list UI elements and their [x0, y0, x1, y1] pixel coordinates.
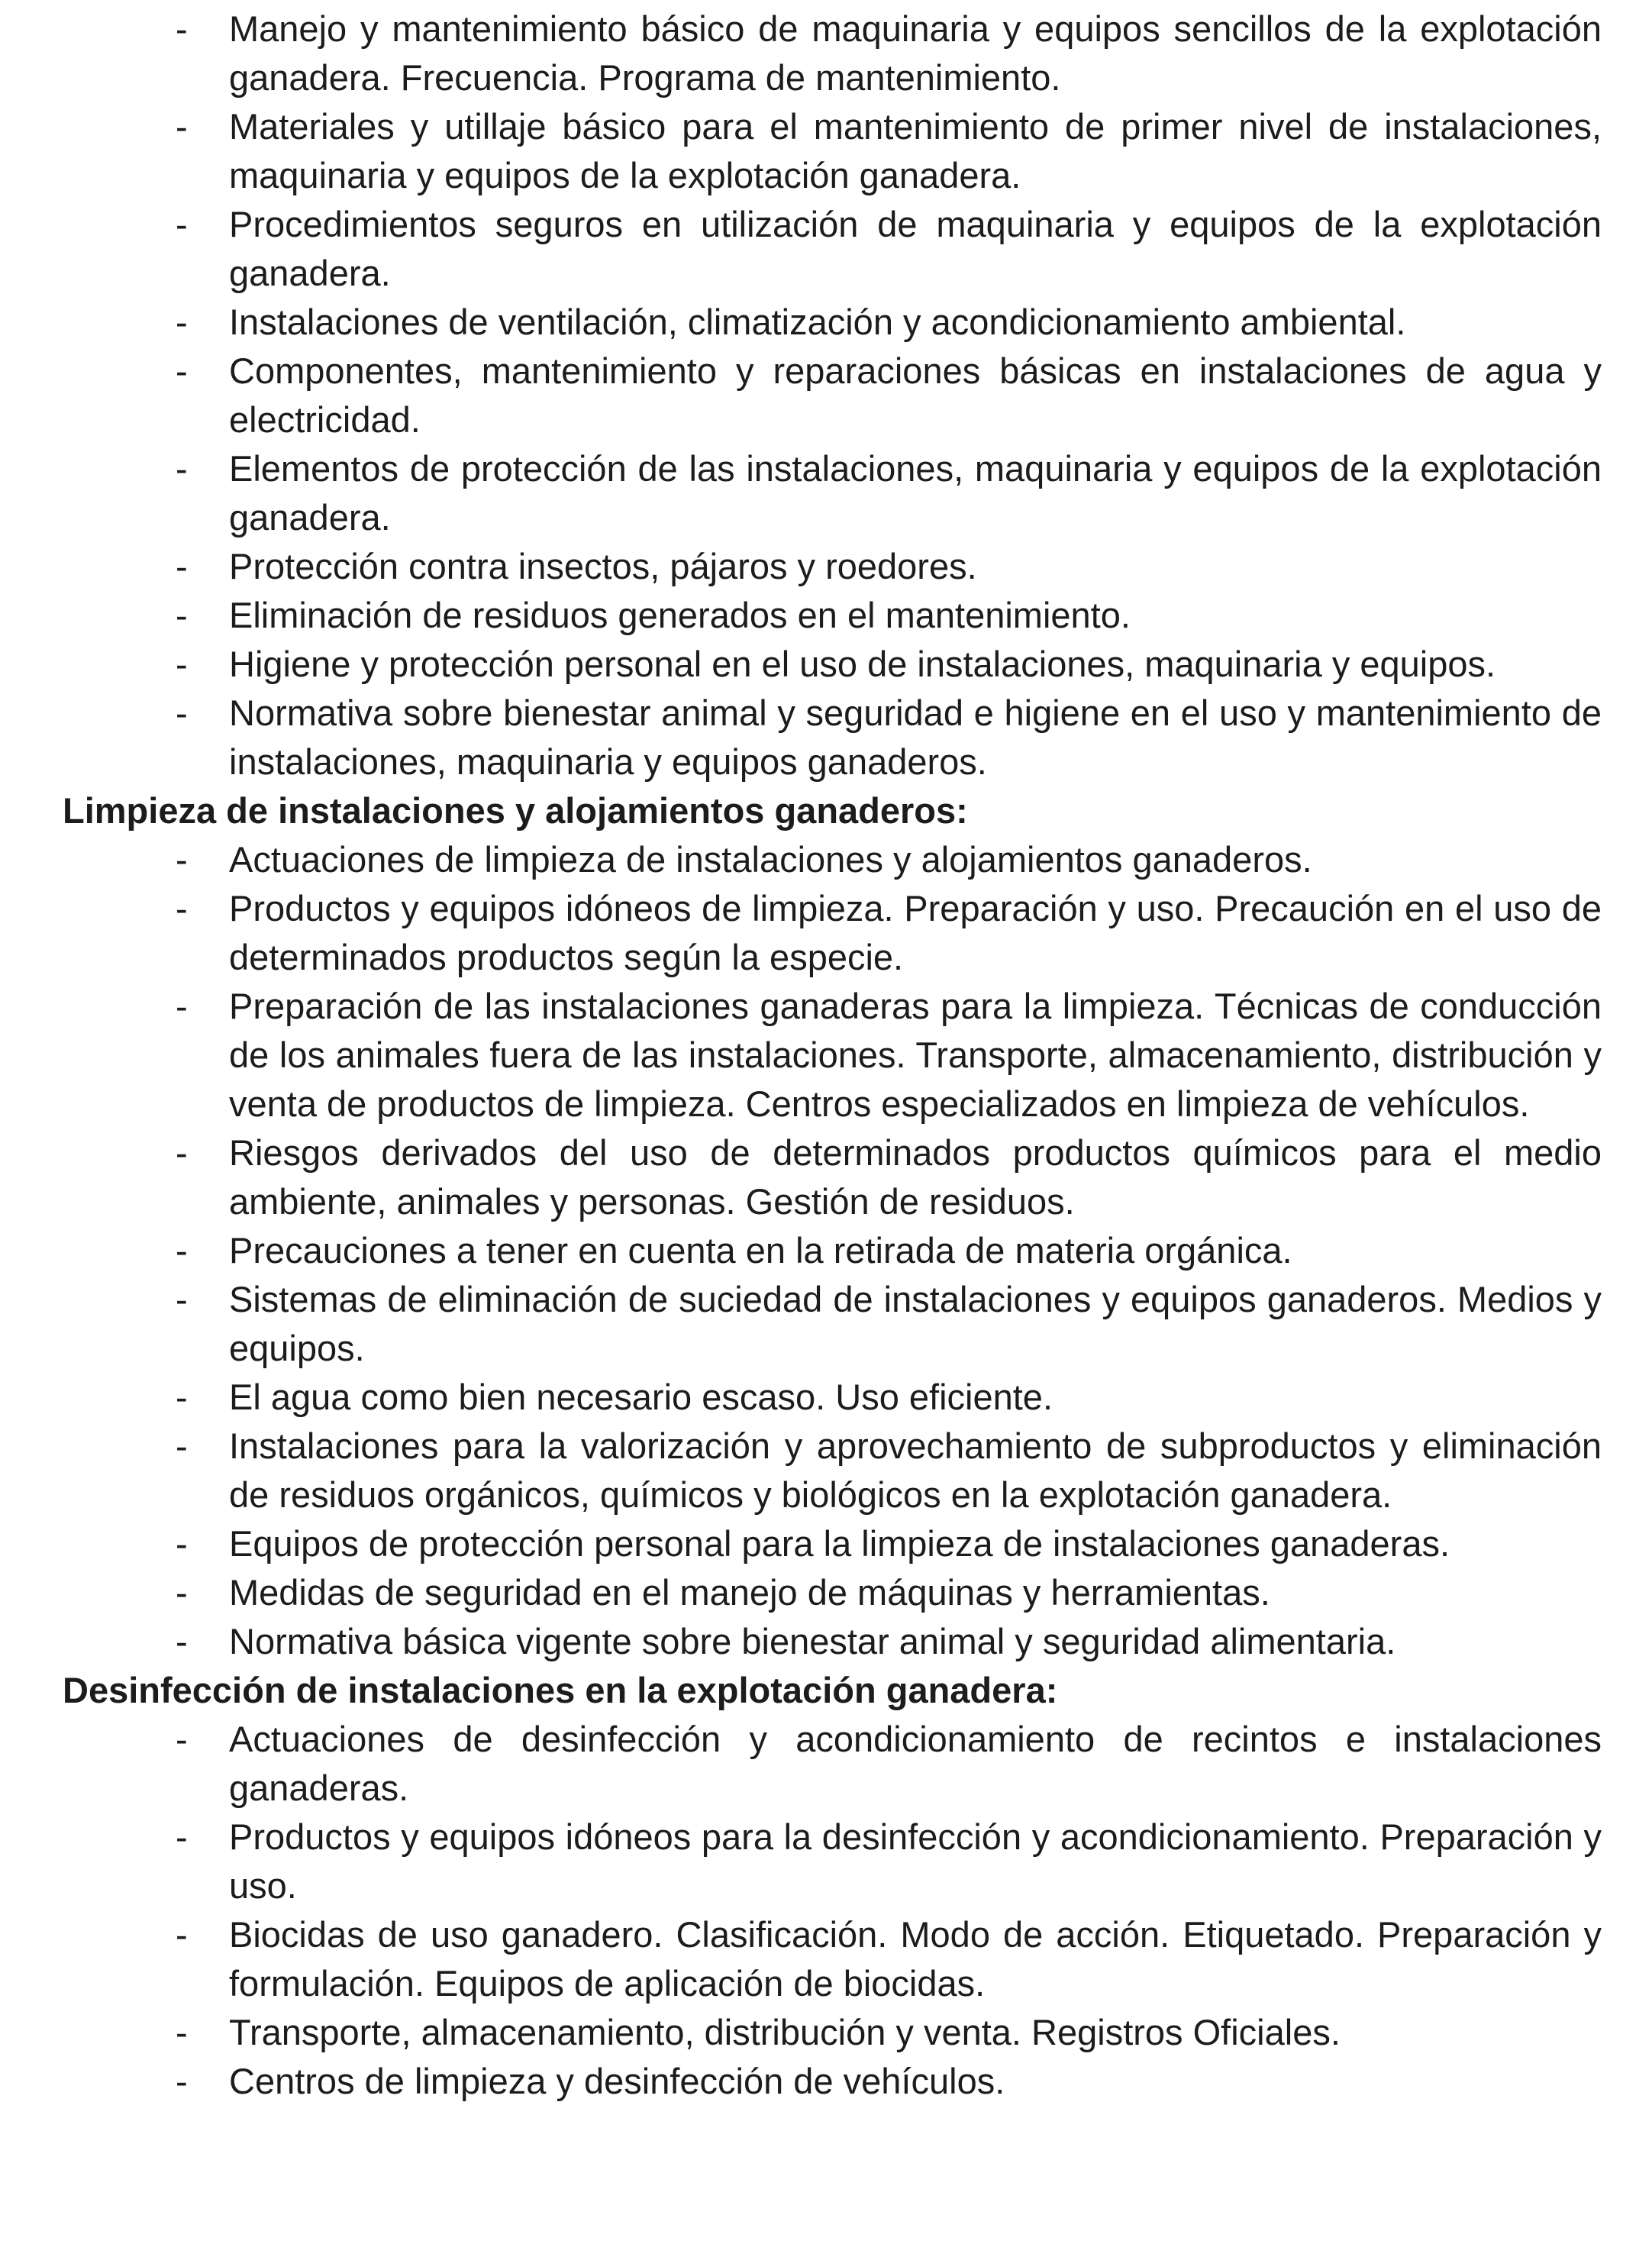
list-item [63, 1910, 1602, 2008]
list-item [63, 1275, 1602, 1373]
list-item-text: Protección contra insectos, pájaros y roedores. [229, 546, 977, 586]
list-item-text: Transporte, almacenamiento, distribución y venta. Registros Oficiales. [229, 2012, 1341, 2052]
list-item-text: Manejo y mantenimiento básico de maquinaria y equipos sencillos de la explotación ganadera. Frecuencia. Programa de mantenimiento. [229, 8, 1602, 98]
bullet-dash: - [176, 1621, 188, 1661]
list-item [63, 1128, 1602, 1226]
list-item [63, 689, 1602, 786]
list-item [63, 200, 1602, 298]
bullet-dash: - [176, 302, 188, 342]
list-item-text: Centros de limpieza y desinfección de vehículos. [229, 2061, 1005, 2101]
bullet-dash: - [176, 1279, 188, 1319]
bullet-dash: - [176, 448, 188, 489]
bullet-dash: - [176, 2061, 188, 2101]
list-item-text: Componentes, mantenimiento y reparaciones básicas en instalaciones de agua y electricidad. [229, 350, 1602, 440]
list-item-text: Medidas de seguridad en el manejo de máquinas y herramientas. [229, 1572, 1270, 1613]
bullet-dash: - [176, 1914, 188, 1955]
document-content [63, 5, 1602, 2106]
list-item [63, 5, 1602, 102]
list-item-text: Instalaciones de ventilación, climatización y acondicionamiento ambiental. [229, 302, 1406, 342]
list-item-text: Productos y equipos idóneos para la desinfección y acondicionamiento. Preparación y uso. [229, 1816, 1602, 1906]
bullet-dash: - [176, 693, 188, 733]
list-item-text: Sistemas de eliminación de suciedad de instalaciones y equipos ganaderos. Medios y equipos. [229, 1279, 1602, 1368]
list-item-text: Materiales y utillaje básico para el mantenimiento de primer nivel de instalaciones, maquinaria y equipos de la explotación ganadera. [229, 106, 1602, 195]
bullet-dash: - [176, 986, 188, 1026]
list-item [63, 298, 1602, 347]
bullet-dash: - [176, 1523, 188, 1564]
list-item-text: El agua como bien necesario escaso. Uso eficiente. [229, 1377, 1053, 1417]
list-item-text: Procedimientos seguros en utilización de maquinaria y equipos de la explotación ganadera. [229, 204, 1602, 293]
list-item-text: Biocidas de uso ganadero. Clasificación. Modo de acción. Etiquetado. Preparación y formulación. Equipos de aplicación de biocidas. [229, 1914, 1602, 2004]
bullet-dash: - [176, 546, 188, 586]
bullet-dash: - [176, 350, 188, 391]
bullet-dash: - [176, 204, 188, 244]
section-heading: Desinfección de instalaciones en la explotación ganadera: [63, 1670, 1058, 1710]
bullet-dash: - [176, 1132, 188, 1173]
list-item [63, 2008, 1602, 2057]
list-item [63, 1422, 1602, 1519]
bullet-dash: - [176, 595, 188, 635]
list-item [63, 102, 1602, 200]
list-item [63, 444, 1602, 542]
list-item-text: Normativa básica vigente sobre bienestar animal y seguridad alimentaria. [229, 1621, 1396, 1661]
list-item [63, 640, 1602, 689]
list-item [63, 1568, 1602, 1617]
list-item [63, 1813, 1602, 1910]
bullet-dash: - [176, 839, 188, 880]
list-item [63, 1715, 1602, 1813]
list-item-text: Higiene y protección personal en el uso de instalaciones, maquinaria y equipos. [229, 644, 1496, 684]
list-item [63, 1519, 1602, 1568]
list-item-text: Productos y equipos idóneos de limpieza. Preparación y uso. Precaución en el uso de determinados productos según la especie. [229, 888, 1602, 977]
list-item [63, 835, 1602, 884]
list-item [63, 982, 1602, 1128]
list-item [63, 591, 1602, 640]
section-heading: Limpieza de instalaciones y alojamientos ganaderos: [63, 790, 968, 831]
list-item-text: Precauciones a tener en cuenta en la retirada de materia orgánica. [229, 1230, 1292, 1271]
bullet-dash: - [176, 1719, 188, 1759]
list-item-text: Actuaciones de desinfección y acondicionamiento de recintos e instalaciones ganaderas. [229, 1719, 1602, 1808]
list-item-text: Actuaciones de limpieza de instalaciones y alojamientos ganaderos. [229, 839, 1312, 880]
list-item-text: Riesgos derivados del uso de determinados productos químicos para el medio ambiente, animales y personas. Gestión de residuos. [229, 1132, 1602, 1222]
list-item-text: Elementos de protección de las instalaciones, maquinaria y equipos de la explotación ganadera. [229, 448, 1602, 538]
list-item [63, 347, 1602, 444]
bullet-dash: - [176, 888, 188, 928]
bullet-dash: - [176, 1426, 188, 1466]
bullet-dash: - [176, 2012, 188, 2052]
bullet-dash: - [176, 8, 188, 49]
list-item-text: Preparación de las instalaciones ganaderas para la limpieza. Técnicas de conducción de los animales fuera de las instalaciones. Transporte, almacenamiento, distribución y venta de productos de limpieza. Centros especializados en limpieza de vehículos. [229, 986, 1602, 1124]
bullet-dash: - [176, 1572, 188, 1613]
list-item-text: Normativa sobre bienestar animal y seguridad e higiene en el uso y mantenimiento de instalaciones, maquinaria y equipos ganaderos. [229, 693, 1602, 782]
bullet-dash: - [176, 644, 188, 684]
list-item-text: Eliminación de residuos generados en el mantenimiento. [229, 595, 1131, 635]
bullet-dash: - [176, 106, 188, 147]
list-item-text: Instalaciones para la valorización y aprovechamiento de subproductos y eliminación de residuos orgánicos, químicos y biológicos en la explotación ganadera. [229, 1426, 1602, 1515]
list-item [63, 1373, 1602, 1422]
bullet-dash: - [176, 1230, 188, 1271]
bullet-dash: - [176, 1816, 188, 1857]
list-item [63, 884, 1602, 982]
list-item [63, 1617, 1602, 1666]
list-item-text: Equipos de protección personal para la limpieza de instalaciones ganaderas. [229, 1523, 1450, 1564]
list-item [63, 1226, 1602, 1275]
list-item [63, 542, 1602, 591]
list-item [63, 2057, 1602, 2106]
bullet-dash: - [176, 1377, 188, 1417]
